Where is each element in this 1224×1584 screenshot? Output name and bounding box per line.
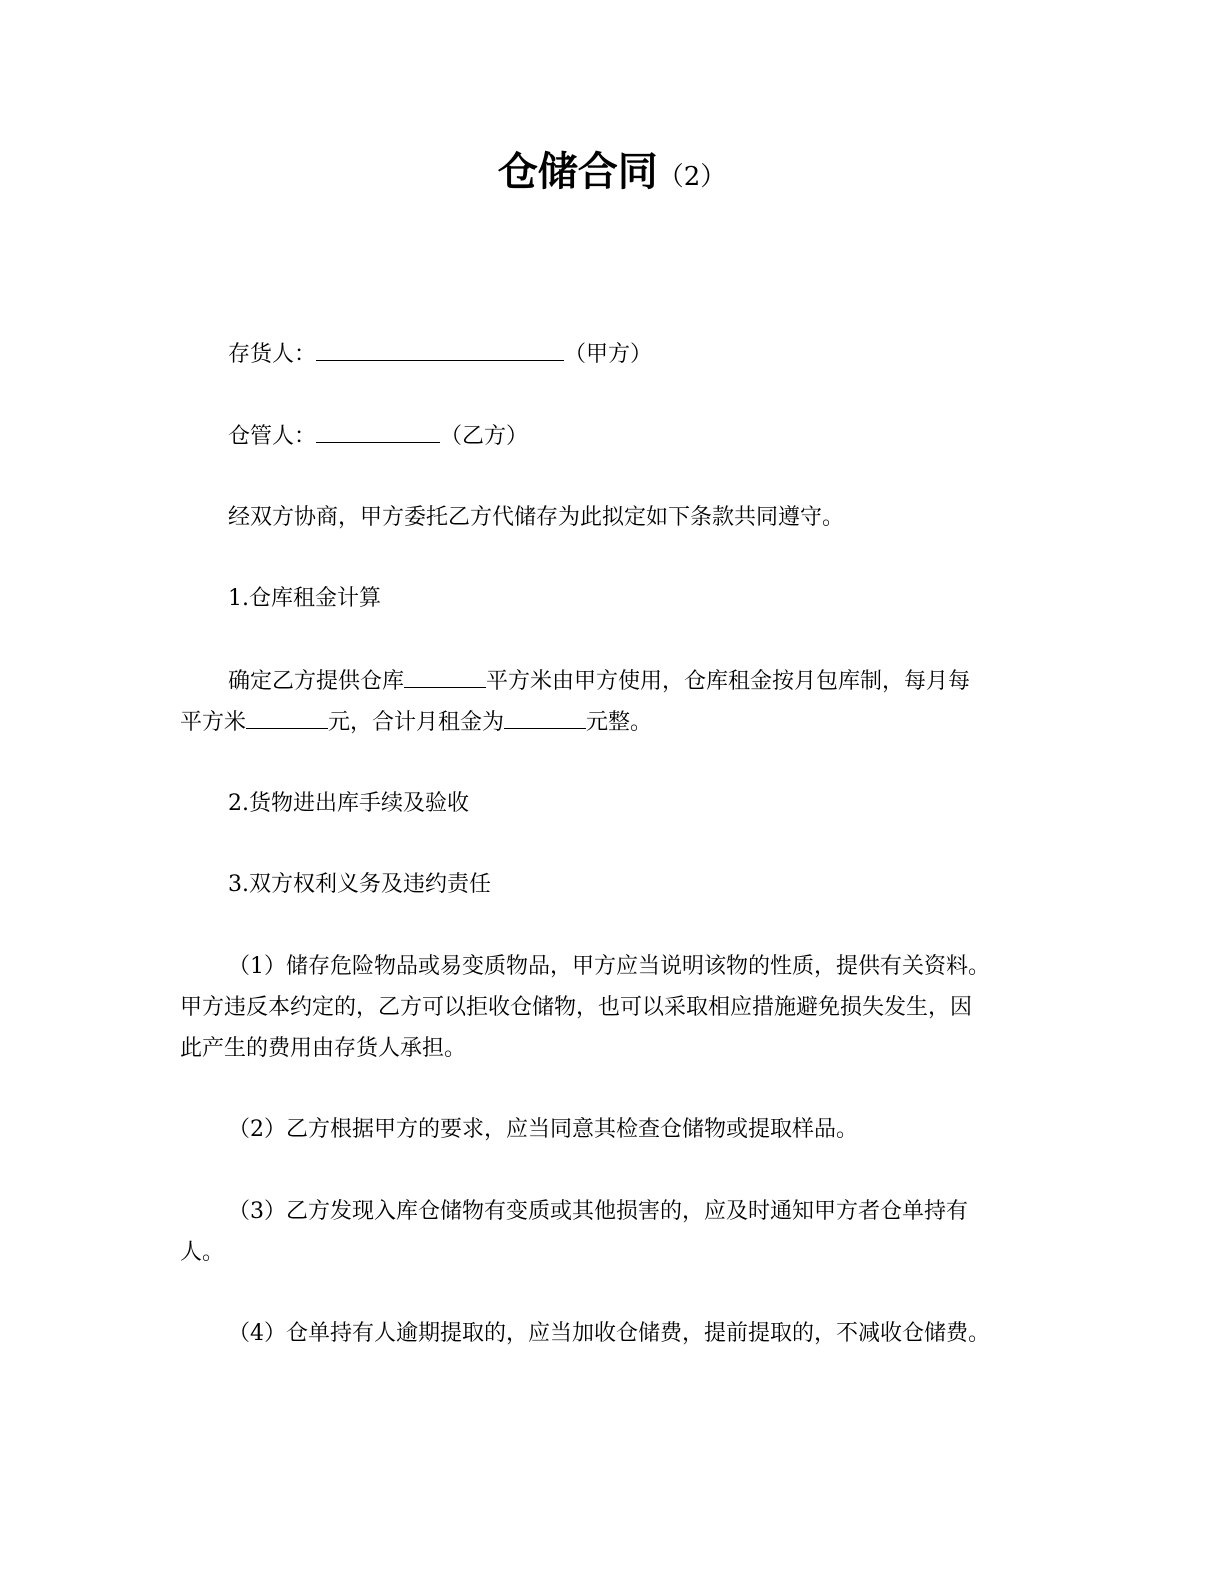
item1-line1: （1）储存危险物品或易变质物品，甲方应当说明该物的性质，提供有关资料。: [228, 954, 990, 979]
depositor-label: 存货人：: [228, 342, 317, 367]
section1-heading: 1.仓库租金计算: [228, 586, 381, 611]
item4: （4）仓单持有人逾期提取的，应当加收仓储费，提前提取的，不减收仓储费。: [228, 1321, 990, 1346]
unit-price-blank: [246, 702, 328, 729]
document-title: [0, 144, 1224, 208]
keeper-blank: [316, 416, 440, 443]
section1-line2-part2: 元，合计月租金为: [328, 710, 505, 735]
section1-line2-part1: 平方米: [180, 710, 247, 735]
section1-line2: [180, 702, 652, 743]
depositor-blank: [316, 334, 564, 361]
item1-line2: 甲方违反本约定的，乙方可以拒收仓储物，也可以采取相应措施避免损失发生，因: [180, 995, 973, 1020]
section1-line1-part2: 平方米由甲方使用，仓库租金按月包库制，每月每: [486, 669, 971, 694]
intro-paragraph: 经双方协商，甲方委托乙方代储存为此拟定如下条款共同遵守。: [228, 505, 845, 530]
area-blank: [404, 661, 486, 688]
title-main: 仓储合同: [497, 149, 658, 195]
section3-heading: 3.双方权利义务及违约责任: [228, 872, 491, 897]
item3-line2: 人。: [180, 1240, 225, 1265]
item2: （2）乙方根据甲方的要求，应当同意其检查仓储物或提取样品。: [228, 1117, 858, 1142]
title-number: （2）: [657, 162, 727, 192]
keeper-suffix: （乙方）: [440, 424, 529, 449]
monthly-rent-blank: [504, 702, 586, 729]
keeper-line: [228, 416, 528, 457]
section1-line1: [228, 661, 970, 702]
depositor-line: [228, 334, 652, 375]
section1-line1-part1: 确定乙方提供仓库: [228, 669, 405, 694]
item1-line3: 此产生的费用由存货人承担。: [180, 1036, 467, 1061]
section2-heading: 2.货物进出库手续及验收: [228, 791, 469, 816]
depositor-suffix: （甲方）: [564, 342, 653, 367]
keeper-label: 仓管人：: [228, 424, 317, 449]
section1-line2-part3: 元整。: [586, 710, 653, 735]
item3-line1: （3）乙方发现入库仓储物有变质或其他损害的，应及时通知甲方者仓单持有: [228, 1199, 968, 1224]
